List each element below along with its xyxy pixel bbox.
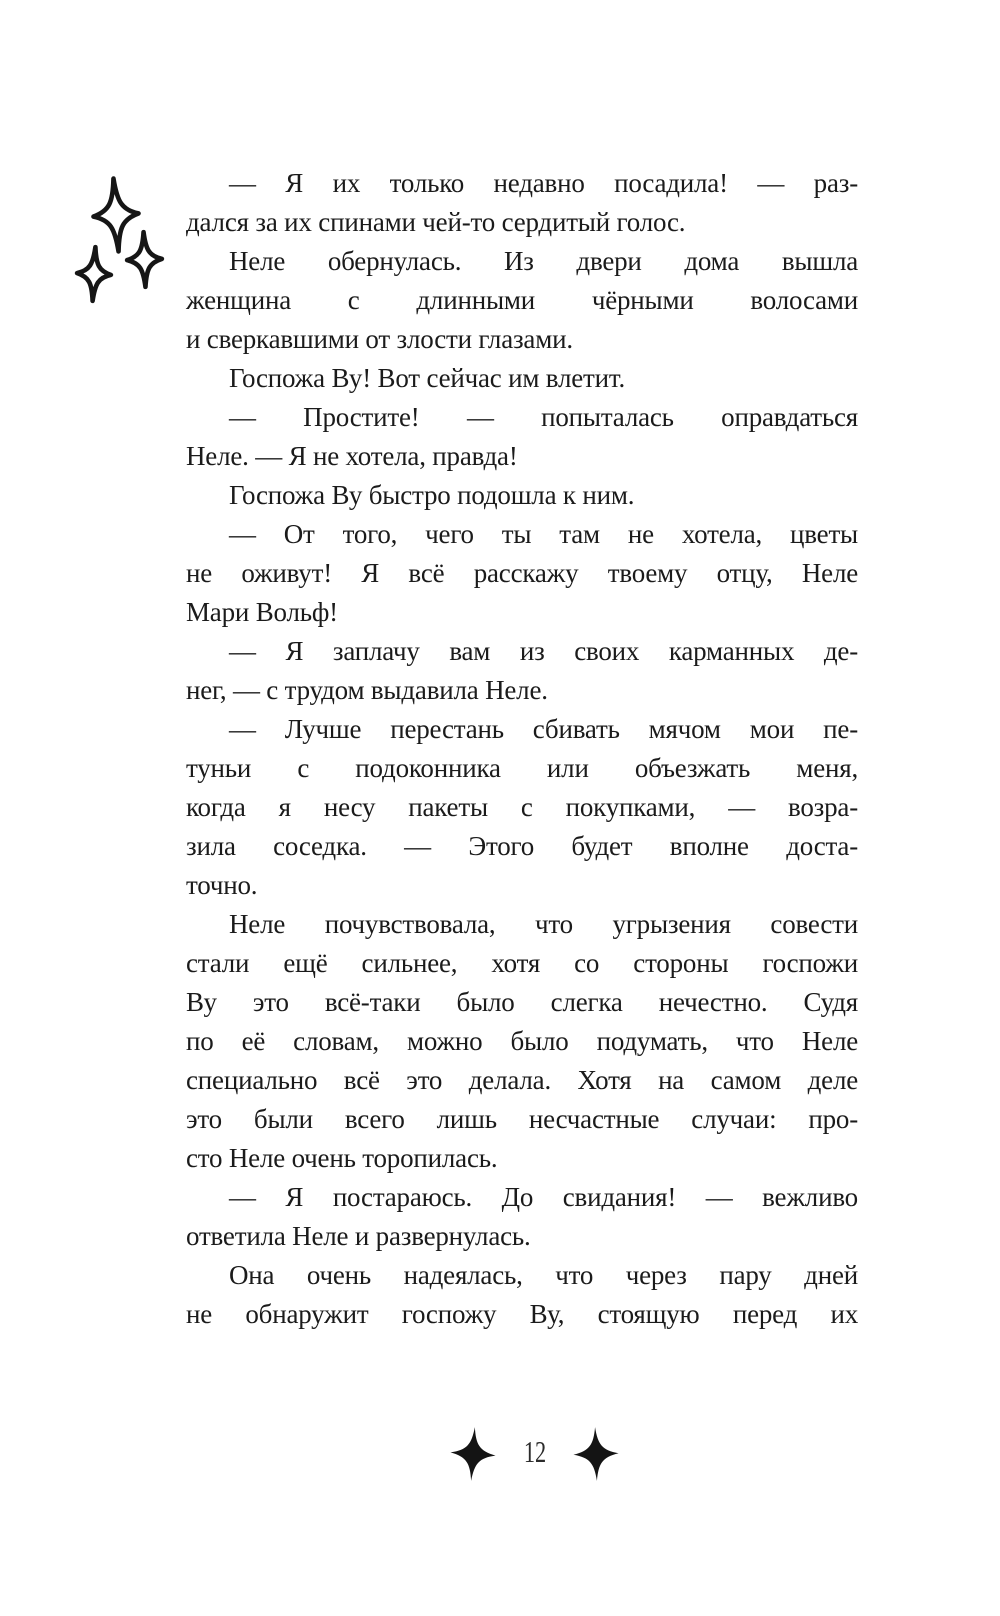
text-line: стали ещё сильнее, хотя со стороны госпожи (186, 948, 858, 978)
text-line: это были всего лишь несчастные случаи: про- (186, 1104, 858, 1134)
text-line: — Я их только недавно посадила! — раз- (229, 168, 858, 198)
text-line: Мари Вольф! (186, 597, 338, 627)
text-line: — Я постараюсь. До свидания! — вежливо (229, 1182, 858, 1212)
text-line: — Простите! — попыталась оправдаться (229, 402, 858, 432)
sparkle-outline-icon (75, 245, 114, 303)
text-line: точно. (186, 870, 258, 900)
text-line: по её словам, можно было подумать, что Неле (186, 1026, 858, 1056)
page-text (186, 164, 858, 1334)
text-line: когда я несу пакеты с покупками, — возра- (186, 792, 858, 822)
sparkle-outline-icon (125, 230, 164, 288)
text-line: — От того, чего ты там не хотела, цветы (229, 519, 858, 549)
text-line: Неле. — Я не хотела, правда! (186, 441, 518, 471)
sparkle-filled-icon (447, 1424, 499, 1483)
text-line: не оживут! Я всё расскажу твоему отцу, Неле (186, 558, 858, 588)
text-line: зила соседка. — Этого будет вполне доста- (186, 831, 858, 861)
text-line: Она очень надеялась, что через пару дней (229, 1260, 858, 1290)
text-line: Госпожа Ву быстро подошла к ним. (229, 480, 635, 510)
text-line: специально всё это делала. Хотя на самом деле (186, 1065, 858, 1095)
text-line: туньи с подоконника или объезжать меня, (186, 753, 858, 783)
text-line: Ву это всё-таки было слегка нечестно. Судя (186, 987, 858, 1017)
text-line: женщина с длинными чёрными волосами (186, 285, 858, 315)
text-line: и сверкавшими от злости глазами. (186, 324, 573, 354)
text-line: — Лучше перестань сбивать мячом мои пе- (229, 714, 858, 744)
text-line: — Я заплачу вам из своих карманных де- (229, 636, 858, 666)
text-line: Госпожа Ву! Вот сейчас им влетит. (229, 363, 626, 393)
text-line: нег, — с трудом выдавила Неле. (186, 675, 548, 705)
sparkle-filled-icon (571, 1425, 621, 1483)
text-line: не обнаружит госпожу Ву, стоящую перед их (186, 1299, 858, 1329)
text-line: сто Неле очень торопилась. (186, 1143, 498, 1173)
text-line: Неле почувствовала, что угрызения совести (229, 909, 858, 939)
page-number: 12 (523, 1434, 547, 1469)
text-line: дался за их спинами чей-то сердитый голос. (186, 207, 686, 237)
text-line: Неле обернулась. Из двери дома вышла (229, 246, 858, 276)
text-line: ответила Неле и развернулась. (186, 1221, 531, 1251)
